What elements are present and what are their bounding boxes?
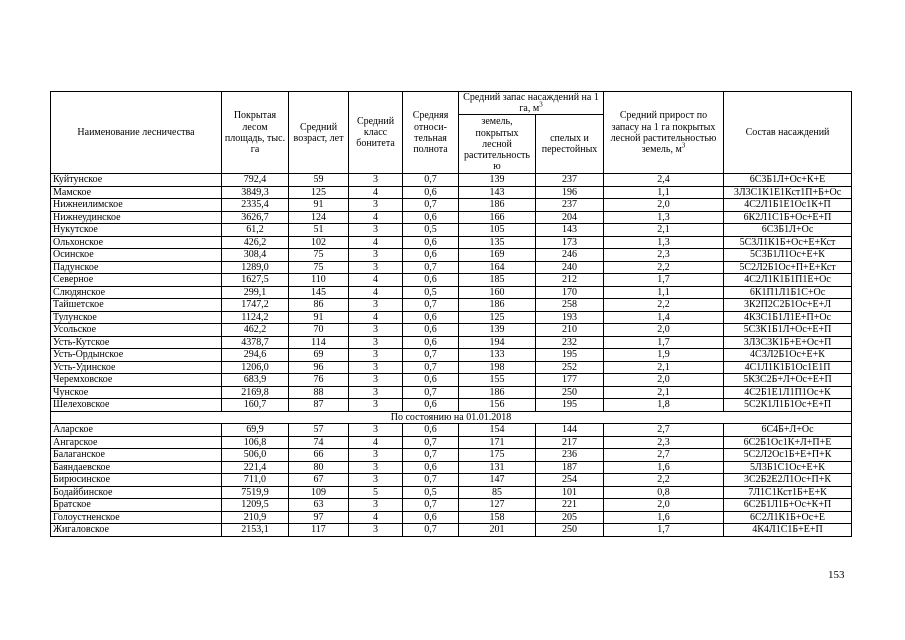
value-cell: 3К2П2С2Б1Ос+Е+Л <box>724 299 852 312</box>
value-cell: 117 <box>289 524 349 537</box>
value-cell: 4 <box>349 436 403 449</box>
value-cell: 5С3К1Б1Л+Ос+Е+П <box>724 324 852 337</box>
value-cell: 187 <box>536 461 604 474</box>
value-cell: 237 <box>536 174 604 187</box>
value-cell: 3 <box>349 224 403 237</box>
value-cell: 6С2Л1К1Б+Ос+Е <box>724 511 852 524</box>
forest-stats-table <box>50 91 852 537</box>
value-cell: 102 <box>289 236 349 249</box>
value-cell: 59 <box>289 174 349 187</box>
value-cell: 160 <box>459 286 536 299</box>
value-cell: 177 <box>536 374 604 387</box>
value-cell: 4 <box>349 186 403 199</box>
forestry-name-cell: Тайшетское <box>51 299 222 312</box>
value-cell: 1,9 <box>604 349 724 362</box>
value-cell: 85 <box>459 486 536 499</box>
value-cell: 0,7 <box>403 299 459 312</box>
forestry-name-cell: Аларское <box>51 424 222 437</box>
value-cell: 4С2Б1Е1Л1П1Ос+К <box>724 386 852 399</box>
value-cell: 252 <box>536 361 604 374</box>
value-cell: 299,1 <box>222 286 289 299</box>
value-cell: 2,2 <box>604 261 724 274</box>
value-cell: 5С2К1Л1Б1Ос+Е+П <box>724 399 852 412</box>
value-cell: 144 <box>536 424 604 437</box>
page-number: 153 <box>828 569 845 581</box>
header-growth: Средний прирост по запасу на 1 га покрытых лесной растительностью земель, $м^3$ <box>604 92 724 174</box>
value-cell: 0,6 <box>403 461 459 474</box>
header-stock-mature: спелых и перестойных <box>536 115 604 174</box>
value-cell: 1,1 <box>604 186 724 199</box>
value-cell: 1,7 <box>604 274 724 287</box>
table-row <box>51 324 852 337</box>
value-cell: 175 <box>459 449 536 462</box>
value-cell: 0,6 <box>403 399 459 412</box>
value-cell: 462,2 <box>222 324 289 337</box>
value-cell: 3 <box>349 499 403 512</box>
value-cell: 4С1Л1К1Б1Ос1Е1П <box>724 361 852 374</box>
table-row <box>51 236 852 249</box>
value-cell: 106,8 <box>222 436 289 449</box>
value-cell: 124 <box>289 211 349 224</box>
value-cell: 0,6 <box>403 186 459 199</box>
table-row <box>51 499 852 512</box>
forestry-name-cell: Усольское <box>51 324 222 337</box>
header-area: Покрытая лесом площадь, тыс. га <box>222 92 289 174</box>
value-cell: 158 <box>459 511 536 524</box>
value-cell: 173 <box>536 236 604 249</box>
value-cell: 1,4 <box>604 311 724 324</box>
table-row <box>51 349 852 362</box>
value-cell: 125 <box>459 311 536 324</box>
value-cell: 75 <box>289 261 349 274</box>
forestry-name-cell: Нукутское <box>51 224 222 237</box>
table-row <box>51 511 852 524</box>
value-cell: 3849,3 <box>222 186 289 199</box>
value-cell: 57 <box>289 424 349 437</box>
value-cell: 105 <box>459 224 536 237</box>
value-cell: 0,7 <box>403 361 459 374</box>
forestry-name-cell: Осинское <box>51 249 222 262</box>
value-cell: 3 <box>349 336 403 349</box>
value-cell: 1627,5 <box>222 274 289 287</box>
forestry-name-cell: Балаганское <box>51 449 222 462</box>
value-cell: 1,7 <box>604 336 724 349</box>
value-cell: 506,0 <box>222 449 289 462</box>
value-cell: 67 <box>289 474 349 487</box>
value-cell: 0,5 <box>403 286 459 299</box>
forestry-name-cell: Черемховское <box>51 374 222 387</box>
value-cell: 204 <box>536 211 604 224</box>
value-cell: 133 <box>459 349 536 362</box>
value-cell: 0,8 <box>604 486 724 499</box>
value-cell: 0,7 <box>403 261 459 274</box>
forestry-name-cell: Ангарское <box>51 436 222 449</box>
value-cell: 76 <box>289 374 349 387</box>
value-cell: 3 <box>349 374 403 387</box>
value-cell: 6К2Л1С1Б+Ос+Е+П <box>724 211 852 224</box>
value-cell: 3 <box>349 299 403 312</box>
value-cell: 4 <box>349 286 403 299</box>
value-cell: 2,0 <box>604 199 724 212</box>
value-cell: 147 <box>459 474 536 487</box>
table-row <box>51 261 852 274</box>
value-cell: 5С2Л2Ос1Б+Е+П+К <box>724 449 852 462</box>
value-cell: 711,0 <box>222 474 289 487</box>
value-cell: 2,3 <box>604 436 724 449</box>
value-cell: 221,4 <box>222 461 289 474</box>
value-cell: 5Л3Б1С1Ос+Е+К <box>724 461 852 474</box>
value-cell: 1289,0 <box>222 261 289 274</box>
value-cell: 4 <box>349 236 403 249</box>
value-cell: 3 <box>349 424 403 437</box>
forestry-name-cell: Бирюсинское <box>51 474 222 487</box>
value-cell: 0,7 <box>403 524 459 537</box>
value-cell: 426,2 <box>222 236 289 249</box>
table-row <box>51 424 852 437</box>
value-cell: 0,6 <box>403 249 459 262</box>
forestry-name-cell: Усть-Кутское <box>51 336 222 349</box>
value-cell: 3 <box>349 249 403 262</box>
value-cell: 110 <box>289 274 349 287</box>
value-cell: 101 <box>536 486 604 499</box>
value-cell: 0,7 <box>403 386 459 399</box>
value-cell: 0,7 <box>403 474 459 487</box>
value-cell: 4 <box>349 511 403 524</box>
value-cell: 2,1 <box>604 361 724 374</box>
value-cell: 70 <box>289 324 349 337</box>
value-cell: 154 <box>459 424 536 437</box>
value-cell: 4К4Л1С1Б+Е+П <box>724 524 852 537</box>
value-cell: 0,6 <box>403 336 459 349</box>
value-cell: 1206,0 <box>222 361 289 374</box>
value-cell: 171 <box>459 436 536 449</box>
forestry-name-cell: Нижнеудинское <box>51 211 222 224</box>
value-cell: 135 <box>459 236 536 249</box>
table-row <box>51 336 852 349</box>
value-cell: 88 <box>289 386 349 399</box>
table-row <box>51 299 852 312</box>
value-cell: 195 <box>536 349 604 362</box>
forestry-name-cell: Усть-Ордынское <box>51 349 222 362</box>
value-cell: 4С2Л1К1Б1П1Е+Ос <box>724 274 852 287</box>
value-cell: 2,0 <box>604 499 724 512</box>
value-cell: 66 <box>289 449 349 462</box>
value-cell: 246 <box>536 249 604 262</box>
value-cell: 86 <box>289 299 349 312</box>
value-cell: 1209,5 <box>222 499 289 512</box>
value-cell: 232 <box>536 336 604 349</box>
table-row <box>51 361 852 374</box>
forestry-name-cell: Тулунское <box>51 311 222 324</box>
value-cell: 0,6 <box>403 324 459 337</box>
value-cell: 155 <box>459 374 536 387</box>
value-cell: 3 <box>349 199 403 212</box>
value-cell: 237 <box>536 199 604 212</box>
value-cell: 201 <box>459 524 536 537</box>
forestry-name-cell: Братское <box>51 499 222 512</box>
value-cell: 0,6 <box>403 374 459 387</box>
header-stock-forest: земель, покрытых лесной растительность ю <box>459 115 536 174</box>
forestry-name-cell: Чунское <box>51 386 222 399</box>
value-cell: 51 <box>289 224 349 237</box>
value-cell: 2,1 <box>604 224 724 237</box>
value-cell: 4С2Л1Б1Е1Ос1К+П <box>724 199 852 212</box>
value-cell: 250 <box>536 386 604 399</box>
value-cell: 236 <box>536 449 604 462</box>
value-cell: 198 <box>459 361 536 374</box>
value-cell: 6С2Б1Л1Б+Ос+К+П <box>724 499 852 512</box>
header-bonitet: Средний класс бонитета <box>349 92 403 174</box>
value-cell: 160,7 <box>222 399 289 412</box>
table-body-part-a <box>51 174 852 412</box>
value-cell: 2,1 <box>604 386 724 399</box>
value-cell: 5К3С2Б+Л+Ос+Е+П <box>724 374 852 387</box>
value-cell: 91 <box>289 199 349 212</box>
value-cell: 170 <box>536 286 604 299</box>
value-cell: 6С2Б1Ос1К+Л+П+Е <box>724 436 852 449</box>
value-cell: 210,9 <box>222 511 289 524</box>
value-cell: 0,6 <box>403 311 459 324</box>
value-cell: 131 <box>459 461 536 474</box>
value-cell: 1,6 <box>604 511 724 524</box>
value-cell: 3 <box>349 174 403 187</box>
value-cell: 6К1П1Л1Б1С+Ос <box>724 286 852 299</box>
value-cell: 1,7 <box>604 524 724 537</box>
value-cell: 3 <box>349 474 403 487</box>
value-cell: 4К3С1Б1Л1Е+П+Ос <box>724 311 852 324</box>
value-cell: 2,3 <box>604 249 724 262</box>
value-cell: 185 <box>459 274 536 287</box>
value-cell: 210 <box>536 324 604 337</box>
value-cell: 169 <box>459 249 536 262</box>
value-cell: 166 <box>459 211 536 224</box>
forestry-name-cell: Слюдянское <box>51 286 222 299</box>
value-cell: 186 <box>459 386 536 399</box>
value-cell: 186 <box>459 199 536 212</box>
header-composition: Состав насаждений <box>724 92 852 174</box>
value-cell: 1,3 <box>604 236 724 249</box>
value-cell: 2,4 <box>604 174 724 187</box>
value-cell: 1747,2 <box>222 299 289 312</box>
value-cell: 0,6 <box>403 274 459 287</box>
section-row <box>51 411 852 424</box>
value-cell: 3 <box>349 524 403 537</box>
value-cell: 5С3Л1К1Б+Ос+Е+Кст <box>724 236 852 249</box>
forestry-name-cell: Шелеховское <box>51 399 222 412</box>
value-cell: 1,3 <box>604 211 724 224</box>
value-cell: 0,6 <box>403 236 459 249</box>
table-row <box>51 174 852 187</box>
value-cell: 80 <box>289 461 349 474</box>
table-row <box>51 211 852 224</box>
value-cell: 139 <box>459 324 536 337</box>
value-cell: 2335,4 <box>222 199 289 212</box>
value-cell: 97 <box>289 511 349 524</box>
table-row <box>51 399 852 412</box>
table-row <box>51 374 852 387</box>
value-cell: 2169,8 <box>222 386 289 399</box>
value-cell: 6С3Б1Л+Ос <box>724 224 852 237</box>
value-cell: 3 <box>349 386 403 399</box>
header-name: Наименование лесничества <box>51 92 222 174</box>
value-cell: 308,4 <box>222 249 289 262</box>
value-cell: 0,5 <box>403 224 459 237</box>
value-cell: 139 <box>459 174 536 187</box>
value-cell: 1124,2 <box>222 311 289 324</box>
value-cell: 1,8 <box>604 399 724 412</box>
value-cell: 96 <box>289 361 349 374</box>
table-row <box>51 274 852 287</box>
value-cell: 212 <box>536 274 604 287</box>
value-cell: 186 <box>459 299 536 312</box>
table-row <box>51 486 852 499</box>
forestry-name-cell: Куйтунское <box>51 174 222 187</box>
forestry-name-cell: Бодайбинское <box>51 486 222 499</box>
value-cell: 0,7 <box>403 174 459 187</box>
value-cell: 4 <box>349 211 403 224</box>
value-cell: 2,0 <box>604 324 724 337</box>
table-row <box>51 249 852 262</box>
header-stock-group: Средний запас насаждений на 1 га, $м^3$ <box>459 92 604 115</box>
value-cell: 0,6 <box>403 424 459 437</box>
forestry-name-cell: Ольхонское <box>51 236 222 249</box>
table-row <box>51 199 852 212</box>
value-cell: 3С2Б2Е2Л1Ос+П+К <box>724 474 852 487</box>
value-cell: 2,0 <box>604 374 724 387</box>
value-cell: 5С3Б1Л1Ос+Е+К <box>724 249 852 262</box>
value-cell: 6С3Б1Л+Ос+К+Е <box>724 174 852 187</box>
value-cell: 3626,7 <box>222 211 289 224</box>
forestry-name-cell: Баяндаевское <box>51 461 222 474</box>
table-row <box>51 524 852 537</box>
value-cell: 0,5 <box>403 486 459 499</box>
value-cell: 0,7 <box>403 449 459 462</box>
value-cell: 7519,9 <box>222 486 289 499</box>
value-cell: 0,7 <box>403 436 459 449</box>
value-cell: 0,7 <box>403 349 459 362</box>
value-cell: 221 <box>536 499 604 512</box>
value-cell: 195 <box>536 399 604 412</box>
value-cell: 87 <box>289 399 349 412</box>
table-row <box>51 286 852 299</box>
value-cell: 3 <box>349 449 403 462</box>
forestry-name-cell: Падунское <box>51 261 222 274</box>
value-cell: 4 <box>349 311 403 324</box>
value-cell: 156 <box>459 399 536 412</box>
forestry-name-cell: Голоустненское <box>51 511 222 524</box>
value-cell: 294,6 <box>222 349 289 362</box>
table-body-part-b <box>51 424 852 537</box>
value-cell: 3Л3С1К1Е1Кст1П+Б+Ос <box>724 186 852 199</box>
value-cell: 69 <box>289 349 349 362</box>
value-cell: 127 <box>459 499 536 512</box>
section-title: По состоянию на 01.01.2018 <box>51 411 852 424</box>
value-cell: 6С4Б+Л+Ос <box>724 424 852 437</box>
value-cell: 2,2 <box>604 474 724 487</box>
value-cell: 2,7 <box>604 449 724 462</box>
value-cell: 114 <box>289 336 349 349</box>
value-cell: 75 <box>289 249 349 262</box>
table-row <box>51 474 852 487</box>
value-cell: 4С3Л2Б1Ос+Е+К <box>724 349 852 362</box>
value-cell: 3 <box>349 324 403 337</box>
value-cell: 3 <box>349 261 403 274</box>
value-cell: 4378,7 <box>222 336 289 349</box>
header-age: Средний возраст, лет <box>289 92 349 174</box>
value-cell: 74 <box>289 436 349 449</box>
value-cell: 3 <box>349 399 403 412</box>
value-cell: 250 <box>536 524 604 537</box>
table-row <box>51 186 852 199</box>
value-cell: 196 <box>536 186 604 199</box>
forestry-name-cell: Северное <box>51 274 222 287</box>
value-cell: 2,2 <box>604 299 724 312</box>
value-cell: 61,2 <box>222 224 289 237</box>
table-row <box>51 386 852 399</box>
value-cell: 0,6 <box>403 511 459 524</box>
value-cell: 125 <box>289 186 349 199</box>
table-row <box>51 436 852 449</box>
value-cell: 0,7 <box>403 499 459 512</box>
value-cell: 254 <box>536 474 604 487</box>
value-cell: 0,6 <box>403 211 459 224</box>
table-row <box>51 449 852 462</box>
value-cell: 143 <box>536 224 604 237</box>
value-cell: 145 <box>289 286 349 299</box>
forestry-name-cell: Мамское <box>51 186 222 199</box>
value-cell: 194 <box>459 336 536 349</box>
value-cell: 2,7 <box>604 424 724 437</box>
value-cell: 91 <box>289 311 349 324</box>
value-cell: 143 <box>459 186 536 199</box>
table-row <box>51 224 852 237</box>
value-cell: 217 <box>536 436 604 449</box>
value-cell: 69,9 <box>222 424 289 437</box>
value-cell: 792,4 <box>222 174 289 187</box>
value-cell: 109 <box>289 486 349 499</box>
forestry-name-cell: Нижнеилимское <box>51 199 222 212</box>
value-cell: 63 <box>289 499 349 512</box>
value-cell: 5С2Л2Б1Ос+П+Е+Кст <box>724 261 852 274</box>
value-cell: 1,1 <box>604 286 724 299</box>
value-cell: 3Л3С3К1Б+Е+Ос+П <box>724 336 852 349</box>
value-cell: 5 <box>349 486 403 499</box>
value-cell: 1,6 <box>604 461 724 474</box>
value-cell: 4 <box>349 274 403 287</box>
value-cell: 2153,1 <box>222 524 289 537</box>
value-cell: 3 <box>349 461 403 474</box>
value-cell: 193 <box>536 311 604 324</box>
value-cell: 205 <box>536 511 604 524</box>
value-cell: 3 <box>349 361 403 374</box>
value-cell: 258 <box>536 299 604 312</box>
value-cell: 240 <box>536 261 604 274</box>
forestry-name-cell: Усть-Удинское <box>51 361 222 374</box>
value-cell: 3 <box>349 349 403 362</box>
table-row <box>51 461 852 474</box>
value-cell: 683,9 <box>222 374 289 387</box>
value-cell: 164 <box>459 261 536 274</box>
value-cell: 0,7 <box>403 199 459 212</box>
header-density: Средняя относи-тельная полнота <box>403 92 459 174</box>
forestry-name-cell: Жигаловское <box>51 524 222 537</box>
value-cell: 7Л1С1Кст1Б+Е+К <box>724 486 852 499</box>
table-row <box>51 311 852 324</box>
